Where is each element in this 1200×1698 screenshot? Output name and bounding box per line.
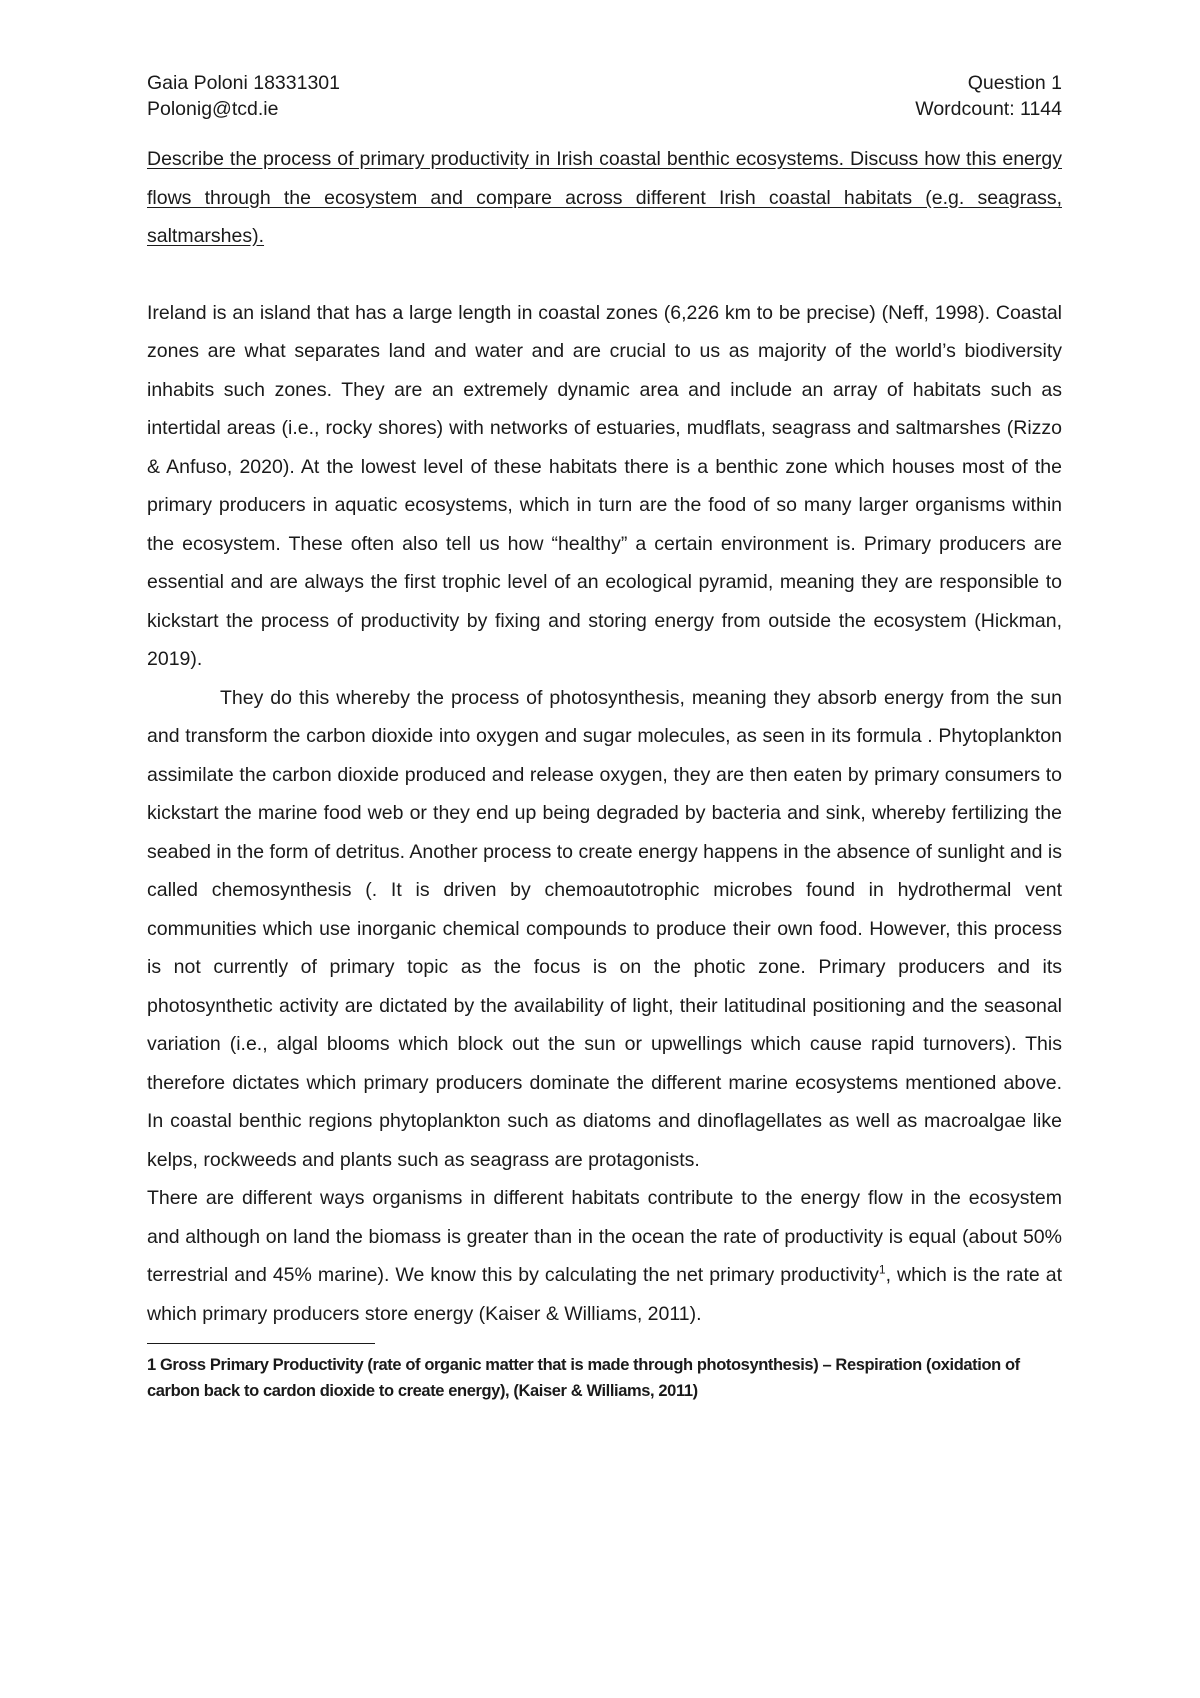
author-id: Gaia Poloni 18331301 — [147, 72, 340, 94]
footnote: 1 Gross Primary Productivity (rate of organic matter that is made through photosynthesis) – Respiration (oxidation of carbon back to cardon dioxide to create energy), (Kaiser & Williams, 2011) — [147, 1356, 1020, 1400]
paragraph-1: Ireland is an island that has a large length in coastal zones (6,226 km to be precise) (Neff, 1998). Coastal zones are what separates land and water and are crucial to us as majority of the world’s biodiversity inhabits such zones. They are an extremely dynamic area and include an array of habitats such as intertidal areas (i.e., rocky shores) with networks of estuaries, mudflats, seagrass and saltmarshes (Rizzo & Anfuso, 2020). At the lowest level of these habitats there is a benthic zone which houses most of the primary producers in aquatic ecosystems, which in turn are the food of so many larger organisms within the ecosystem. These often also tell us how “healthy” a certain environment is. Primary producers are essential and are always the first trophic level of an ecological pyramid, meaning they are responsible to kickstart the process of productivity by fixing and storing energy from outside the ecosystem (Hickman, 2019). — [147, 301, 1062, 670]
footnote-reference: 1 — [878, 1262, 886, 1277]
wordcount: Wordcount: 1144 — [915, 98, 1062, 120]
question-prompt: Describe the process of primary productivity in Irish coastal benthic ecosystems. Discuss how this energy flows through the ecosystem and compare across different Irish coastal habitats (e.g. seagrass, saltmarshes). — [147, 148, 1062, 247]
footnote-divider — [147, 1343, 375, 1344]
essay-body — [147, 294, 1062, 1334]
paragraph-3 — [147, 1179, 1062, 1333]
document-page — [147, 70, 1062, 1404]
paragraph-3-text: There are different ways organisms in different habitats contribute to the energy flow in the ecosystem and although on land the biomass is greater than in the ocean the rate of productivity is equal (about 50% terrestrial and 45% marine). We know this by calculating the net primary productivity — [147, 1187, 1062, 1286]
author-email: Polonig@tcd.ie — [147, 98, 279, 120]
question-label: Question 1 — [967, 72, 1062, 94]
paragraph-3-text-end: , which is the rate at which primary producers store energy (Kaiser & Williams, 2011). — [147, 1264, 1062, 1325]
paragraph-2: They do this whereby the process of photosynthesis, meaning they absorb energy from the sun and transform the carbon dioxide into oxygen and sugar molecules, as seen in its formula . Phytoplankton assimilate the carbon dioxide produced and release oxygen, they are then eaten by primary consumers to kickstart the marine food web or they end up being degraded by bacteria and sink, whereby fertilizing the seabed in the form of detritus. Another process to create energy happens in the absence of sunlight and is called chemosynthesis (. It is driven by chemoautotrophic microbes found in hydrothermal vent communities which use inorganic chemical compounds to produce their own food. However, this process is not currently of primary topic as the focus is on the photic zone. Primary producers and its photosynthetic activity are dictated by the availability of light, their latitudinal positioning and the seasonal variation (i.e., algal blooms which block out the sun or upwellings which cause rapid turnovers). This therefore dictates which primary producers dominate the different marine ecosystems mentioned above. In coastal benthic regions phytoplankton such as diatoms and dinoflagellates as well as macroalgae like kelps, rockweeds and plants such as seagrass are protagonists. — [147, 686, 1062, 1171]
header-row-1 — [147, 70, 1062, 96]
header-row-2 — [147, 96, 1062, 122]
